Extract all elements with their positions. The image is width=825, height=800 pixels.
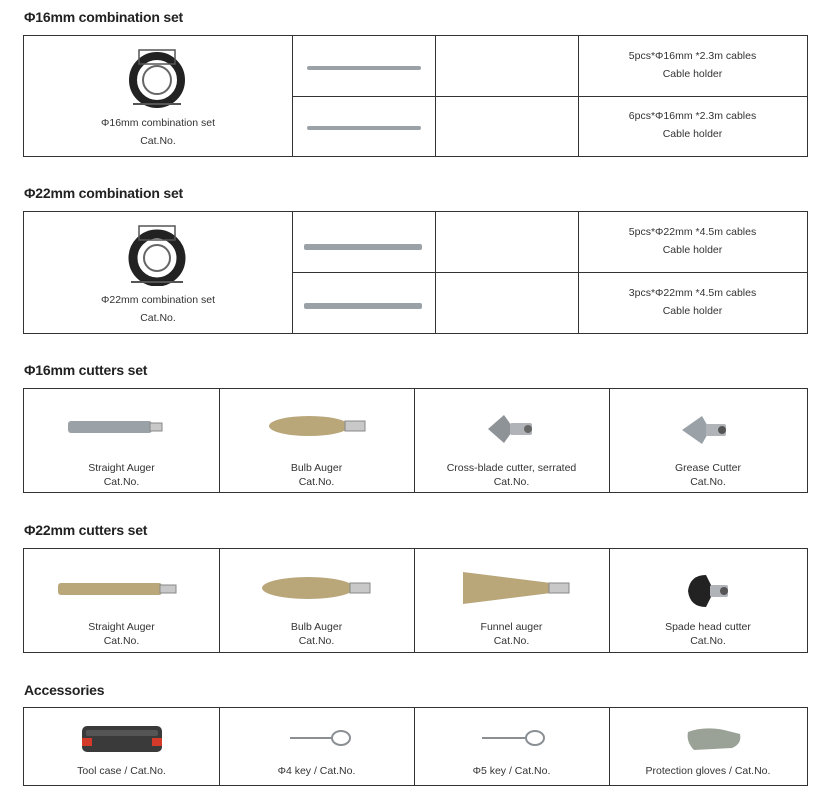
tool-case-icon bbox=[80, 722, 164, 754]
combination-row-2-line1: 3pcs*Φ22mm *4.5m cables bbox=[628, 287, 757, 299]
gloves-icon bbox=[684, 724, 744, 752]
cross-blade-cutter-icon bbox=[484, 409, 540, 449]
combination-row-1-line2: Cable holder bbox=[662, 244, 723, 256]
combination-row-1-line1: 5pcs*Φ16mm *2.3m cables bbox=[628, 50, 757, 62]
cable-reel-image bbox=[127, 48, 187, 108]
cutter-cat-no: Cat.No. bbox=[690, 635, 726, 647]
bulb-auger-icon bbox=[267, 415, 367, 437]
accessories-table bbox=[23, 707, 808, 786]
cutter-cat-no: Cat.No. bbox=[298, 476, 335, 488]
cutters-table-16mm bbox=[23, 388, 808, 493]
cable-image bbox=[307, 124, 421, 132]
cutter-cat-no: Cat.No. bbox=[298, 635, 335, 647]
cable-reel-image bbox=[127, 224, 187, 286]
cutter-name: Spade head cutter bbox=[665, 621, 751, 633]
bulb-auger-icon bbox=[260, 576, 372, 600]
grease-cutter-icon bbox=[680, 413, 732, 447]
section-title-16mm-cutters: Φ16mm cutters set bbox=[24, 362, 148, 378]
section-title-22mm-combination: Φ22mm combination set bbox=[24, 185, 183, 201]
section-title-16mm-combination: Φ16mm combination set bbox=[24, 9, 183, 25]
combination-row-2-line2: Cable holder bbox=[662, 305, 723, 317]
combination-cat-no: Cat.No. bbox=[140, 312, 176, 324]
cutter-cat-no: Cat.No. bbox=[103, 476, 140, 488]
combination-cat-no: Cat.No. bbox=[140, 135, 176, 147]
combination-row-2-line1: 6pcs*Φ16mm *2.3m cables bbox=[628, 110, 757, 122]
combination-item-name: Φ16mm combination set bbox=[100, 117, 215, 129]
accessory-label: Φ4 key / Cat.No. bbox=[277, 765, 356, 777]
straight-auger-icon bbox=[68, 419, 164, 435]
section-title-22mm-cutters: Φ22mm cutters set bbox=[24, 522, 148, 538]
cutter-name: Funnel auger bbox=[480, 621, 543, 633]
combination-table-22mm bbox=[23, 211, 808, 334]
combination-table-16mm bbox=[23, 35, 808, 157]
cutters-table-22mm bbox=[23, 548, 808, 653]
cutter-cat-no: Cat.No. bbox=[690, 476, 726, 488]
accessory-label: Φ5 key / Cat.No. bbox=[472, 765, 551, 777]
cutter-name: Bulb Auger bbox=[290, 462, 343, 474]
accessory-label: Tool case / Cat.No. bbox=[77, 765, 166, 777]
combination-row-1-line1: 5pcs*Φ22mm *4.5m cables bbox=[628, 226, 757, 238]
combination-row-2-line2: Cable holder bbox=[662, 128, 723, 140]
accessory-label: Protection gloves / Cat.No. bbox=[645, 765, 771, 777]
combination-item-name: Φ22mm combination set bbox=[100, 294, 215, 306]
combination-row-1-line2: Cable holder bbox=[662, 68, 723, 80]
funnel-auger-icon bbox=[461, 571, 571, 605]
cutter-name: Cross-blade cutter, serrated bbox=[446, 462, 577, 474]
section-title-accessories: Accessories bbox=[24, 682, 105, 698]
cable-image bbox=[307, 64, 421, 72]
key-icon bbox=[288, 728, 352, 748]
cutter-cat-no: Cat.No. bbox=[493, 635, 530, 647]
cutter-name: Straight Auger bbox=[88, 462, 155, 474]
cutter-cat-no: Cat.No. bbox=[493, 476, 530, 488]
spade-head-cutter-icon bbox=[686, 571, 732, 609]
cable-image bbox=[304, 302, 422, 310]
straight-auger-icon bbox=[58, 581, 178, 597]
cutter-cat-no: Cat.No. bbox=[103, 635, 140, 647]
cutter-name: Straight Auger bbox=[88, 621, 155, 633]
cutter-name: Grease Cutter bbox=[675, 462, 741, 474]
cable-image bbox=[304, 243, 422, 251]
key-icon bbox=[480, 728, 546, 748]
cutter-name: Bulb Auger bbox=[290, 621, 343, 633]
